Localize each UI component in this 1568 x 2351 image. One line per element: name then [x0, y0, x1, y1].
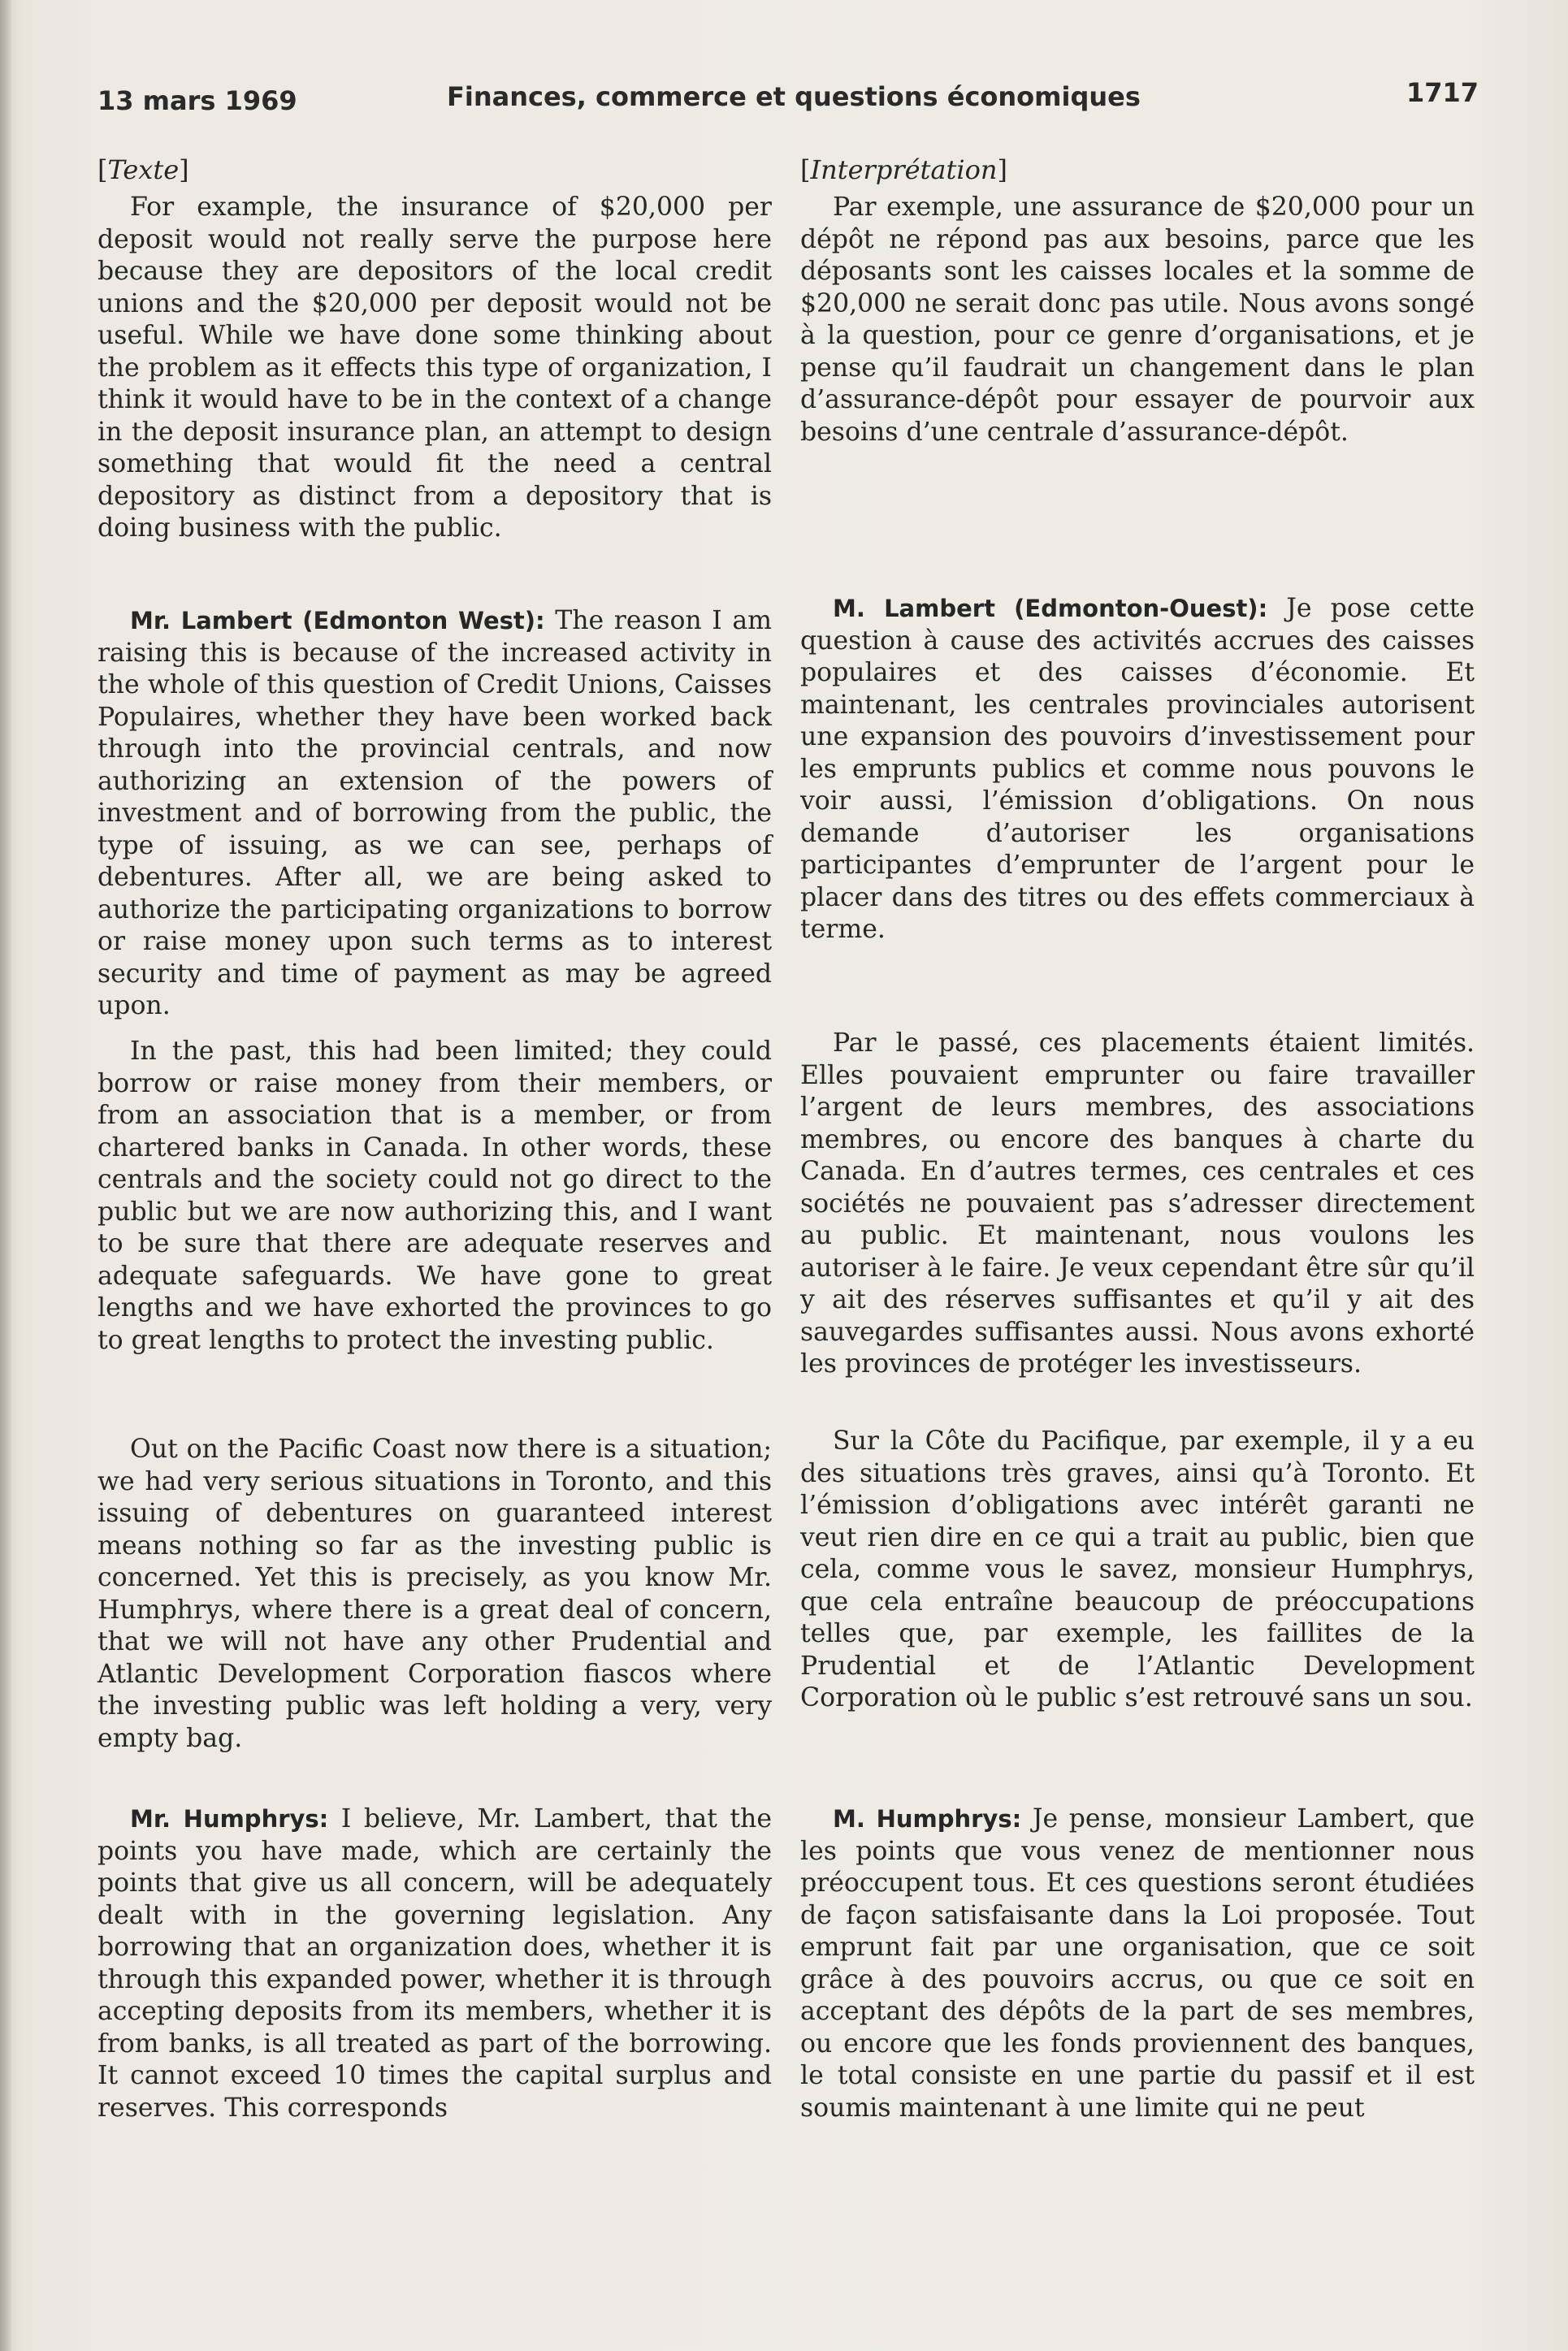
paragraph — [97, 192, 772, 545]
speaker-name: Mr. Lambert (Edmonton West): — [130, 607, 545, 634]
speaker-name: Mr. Humphrys: — [130, 1805, 329, 1833]
right-column — [800, 154, 1475, 2123]
column-label-interpretation: [Interprétation] — [800, 154, 1007, 185]
page-binding-edge — [0, 0, 11, 2351]
header-date: 13 mars 1969 — [97, 85, 297, 116]
page-header — [97, 77, 1479, 118]
paragraph — [800, 192, 1475, 448]
speaker-name: M. Lambert (Edmonton-Ouest): — [833, 595, 1268, 622]
paragraph — [800, 593, 1475, 946]
paragraph-text: I believe, Mr. Lambert, that the points you have made, which are certainly the points that give us all concern, will be adequately dealt with in the governing legislation. Any borrowing that an organization does, whether it is through this expanded power, whether it is through accepting deposits from its members, whether it is from banks, is all treated as part of the borrowing. It cannot exceed 10 times the capital surplus and reserves. This corresponds — [97, 1804, 772, 2123]
paragraph-text: The reason I am raising this is because of the increased activity in the whole of this question of Credit Unions, Caisses Populaires, whether they have been worked back through into the provincial centrals, and now authorizing an extension of the powers of investment and of borrowing from the public, the type of issuing, as we can see, perhaps of debentures. After all, we are being asked to authorize the participating organizations to borrow or raise money upon such terms as to interest security and time of payment as may be agreed upon. — [97, 606, 773, 1020]
paragraph-text: Par exemple, une assurance de $20,000 pour un dépôt ne répond pas aux besoins, parce que les déposants sont les caisses locales et la somme de $20,000 ne serait donc pas utile. Nous avons songé à la question, pour ce genre d’organisations, et je pense qu’il faudrait un changement dans le plan d’assurance-dépôt pour essayer de pourvoir aux besoins d’une centrale d’assurance-dépôt. — [800, 193, 1475, 447]
paragraph — [97, 1434, 772, 1755]
paragraph-text: For example, the insurance of $20,000 per deposit would not really serve the purpose here because they are depositors of the local credit unions and the $20,000 per deposit would not be useful. While we have done some thinking about the problem as it effects this type of organization, I think it would have to be in the context of a change in the deposit insurance plan, an attempt to design something that would fit the need a central depository as distinct from a depository that is doing business with the public. — [97, 193, 772, 543]
paragraph — [800, 1426, 1475, 1715]
column-label-texte: [Texte] — [97, 154, 189, 185]
paragraph — [97, 1803, 772, 2124]
paragraph — [97, 605, 772, 1023]
speaker-name: M. Humphrys: — [833, 1805, 1022, 1833]
page-number: 1717 — [1406, 77, 1479, 108]
paragraph-text: In the past, this had been limited; they could borrow or raise money from their members, or from an association that is a member, or from chartered banks in Canada. In other words, these centrals and the society could not go direct to the public but we are now authorizing this, and I want to be sure that there are adequate reserves and adequate safeguards. We have gone to great lengths and we have exhorted the provinces to go to great lengths to protect the investing public. — [97, 1037, 772, 1355]
paragraph — [800, 1028, 1475, 1381]
paragraph-text: Je pose cette question à cause des activités accrues des caisses populaires et des caisses d’économie. Et maintenant, les centrales provinciales autorisent une expansion des pouvoirs d’investissement pour les emprunts publics et comme nous pouvons le voir aussi, l’émission d’obligations. On nous demande d’autoriser les organisations participantes d’emprunter de l’argent pour le placer dans des titres ou des effets commerciaux à terme. — [800, 594, 1475, 944]
left-column — [97, 154, 773, 2123]
paragraph-text: Je pense, monsieur Lambert, que les points que vous venez de mentionner nous préoccupent tous. Et ces questions seront étudiées de façon satisfaisante dans la Loi proposée. Tout emprunt fait par une organisation, que ce soit grâce à des pouvoirs accrus, ou que ce soit en acceptant des dépôts de la part de ses membres, ou encore que les fonds proviennent des banques, le total consiste en une partie du passif et il est soumis maintenant à une limite qui ne peut — [800, 1804, 1475, 2123]
paragraph-text: Par le passé, ces placements étaient limités. Elles pouvaient emprunter ou faire travailler l’argent de leurs membres, des associations membres, ou encore des banques à charte du Canada. En d’autres termes, ces centrales et ces sociétés ne pouvaient pas s’adresser directement au public. Et maintenant, nous voulons les autoriser à le faire. Je veux cependant être sûr qu’il y ait des réserves suffisantes et qu’il y ait des sauvegardes suffisantes aussi. Nous avons exhorté les provinces de protéger les investisseurs. — [800, 1028, 1475, 1379]
paragraph — [97, 1036, 772, 1357]
paragraph-text: Sur la Côte du Pacifique, par exemple, il y a eu des situations très graves, ainsi qu’à Toronto. Et l’émission d’obligations avec intérêt garanti ne veut rien dire en ce qui a trait au public, bien que cela, comme vous le savez, monsieur Humphrys, que cela entraîne beaucoup de préoccupations telles que, par exemple, les faillites de la Prudential et de l’Atlantic Development Corporation où le public s’est retrouvé sans un sou. — [800, 1427, 1475, 1712]
paragraph — [800, 1803, 1475, 2124]
paragraph-text: Out on the Pacific Coast now there is a situation; we had very serious situations in Toronto, and this issuing of debentures on guaranteed interest means nothing so far as the investing public is concerned. Yet this is precisely, as you know Mr. Humphrys, where there is a great deal of concern, that we will not have any other Prudential and Atlantic Development Corporation fiascos where the investing public was left holding a very, very empty bag. — [97, 1435, 772, 1753]
header-title: Finances, commerce et questions économiques — [447, 81, 1141, 112]
